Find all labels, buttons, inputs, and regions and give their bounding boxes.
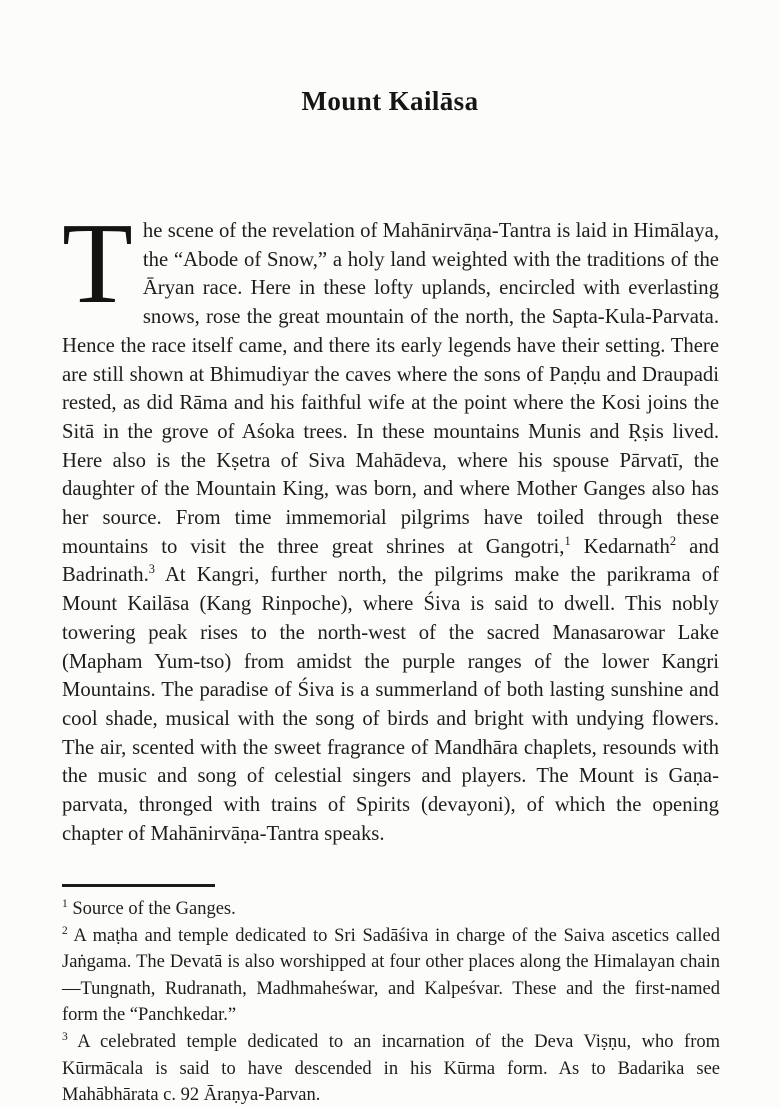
paragraph-text-3: and Badrinath.: [62, 535, 719, 587]
main-paragraph: [62, 217, 719, 848]
footnote-ref-2: 2: [669, 533, 677, 548]
footnotes-section: [62, 884, 720, 1108]
footnote-item-1: [62, 896, 720, 923]
footnote-ref-3: 3: [148, 562, 155, 577]
paragraph-text-1: he scene of the revelation of Mahānirvāṇa-Tantra is laid in Himālaya, the “Abode of Snow,” a holy land weighted with the traditions of the Āryan race. Here in these lofty uplands, encircled with everlasting snows, rose the great mountain of the north, the Sapta-Kula-Parvata. Hence the race itself came, and there its early legends have their setting. There are still shown at Bhimudiyar the caves where the sons of Paṇḍu and Draupadi rested, as did Rāma and his faithful wife at the point where the Kosi joins the Sitā in the grove of Aśoka trees. In these mountains Munis and Ṛṣis lived. Here also is the Kṣetra of Siva Mahādeva, where his spouse Pārvatī, the daughter of the Mountain King, was born, and where Mother Ganges also has her source. From time immemorial pilgrims have toiled through these mountains to visit the three great shrines at Gangotri,: [62, 220, 719, 558]
page-title: Mount Kailāsa: [301, 86, 479, 116]
footnote-marker-1: 1: [62, 897, 68, 910]
footnote-marker-3: 3: [62, 1030, 68, 1043]
footnote-text-3: A celebrated temple dedicated to an incarnation of the Deva Viṣṇu, who from Kūrmācala is said to have descended in his Kūrma form. As to Badarika see Mahābhārata c. 92 Āraṇya-Parvan.: [62, 1031, 720, 1106]
footnote-divider: [62, 884, 215, 887]
paragraph-text-4: At Kangri, further north, the pilgrims make the parikrama of Mount Kailāsa (Kang Rinpoche), where Śiva is said to dwell. This nobly towering peak rises to the north-west of the sacred Manasarowar Lake (Mapham Yum-tso) from amidst the purple ranges of the lower Kangri Mountains. The paradise of Śiva is a summerland of both lasting sunshine and cool shade, musical with the song of birds and bright with undying flowers. The air, scented with the sweet fragrance of Mandhāra chaplets, resounds with the music and song of celestial singers and players. The Mount is Gaṇa-parvata, thronged with trains of Spirits (devayoni), of which the opening chapter of Mahānirvāṇa-Tantra speaks.: [62, 564, 719, 845]
drop-cap: T: [62, 217, 133, 328]
paragraph-text-2: Kedarnath: [570, 535, 670, 558]
footnote-ref-1: 1: [564, 533, 571, 548]
footnote-item-2: [62, 923, 720, 1029]
footnote-text-1: Source of the Ganges.: [72, 899, 236, 919]
footnote-item-3: [62, 1029, 720, 1108]
footnote-marker-2: 2: [62, 924, 68, 937]
footnote-text-2: A maṭha and temple dedicated to Sri Sadāśiva in charge of the Saiva ascetics called Jaṅgama. The Devatā is also worshipped at four other places along the Himalayan chain—Tungnath, Rudranath, Madhmaheśwar, and Kalpeśvar. These and the first-named form the “Panchkedar.”: [62, 925, 720, 1026]
